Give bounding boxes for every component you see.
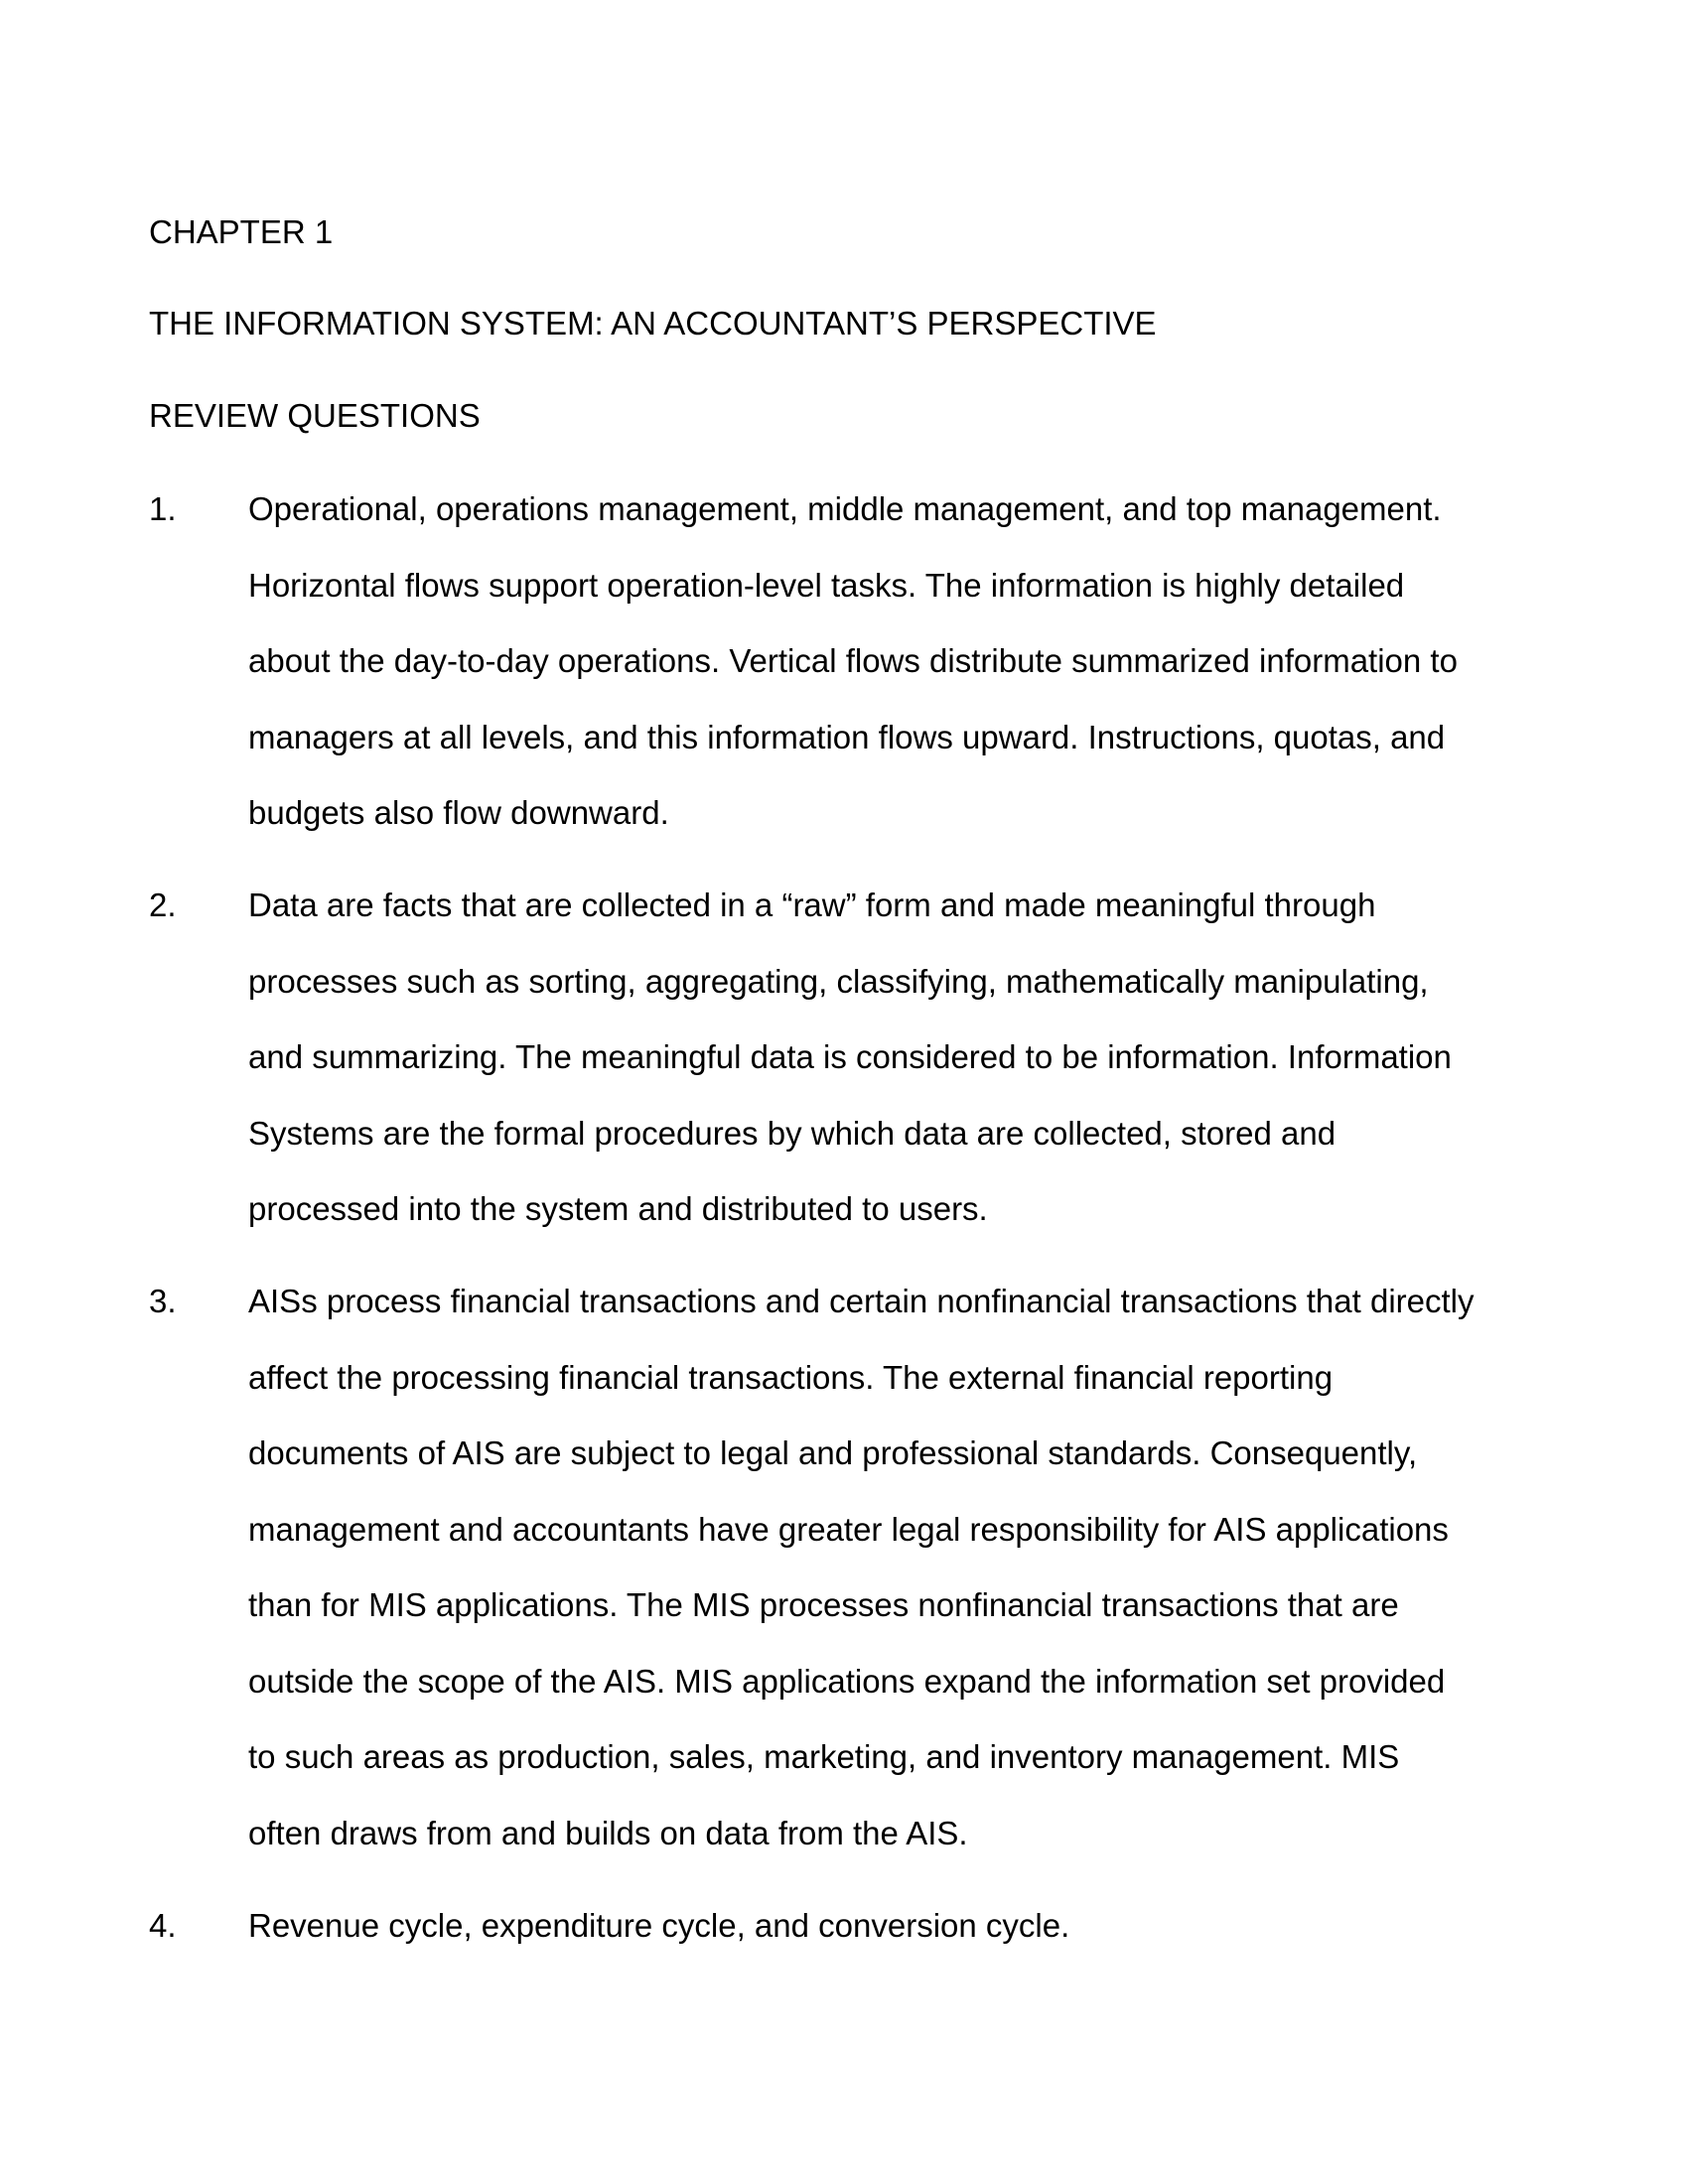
answer-line: and summarizing. The meaningful data is considered to be information. Information bbox=[248, 1038, 1452, 1075]
answer-line: AISs process financial transactions and certain nonfinancial transactions that directly bbox=[248, 1283, 1475, 1319]
answer-line: Data are facts that are collected in a “raw” form and made meaningful through bbox=[248, 887, 1376, 923]
answer-line: documents of AIS are subject to legal and professional standards. Consequently, bbox=[248, 1434, 1418, 1471]
question-number: 2. bbox=[149, 887, 177, 923]
answer-line: managers at all levels, and this information flows upward. Instructions, quotas, and bbox=[248, 718, 1446, 755]
answer-line: processes such as sorting, aggregating, classifying, mathematically manipulating, bbox=[248, 962, 1429, 1000]
answer-line: than for MIS applications. The MIS processes nonfinancial transactions that are bbox=[248, 1586, 1399, 1623]
question-number: 1. bbox=[149, 490, 177, 527]
answer-line: to such areas as production, sales, marketing, and inventory management. MIS bbox=[248, 1738, 1400, 1775]
question-answer bbox=[248, 868, 1643, 1248]
answer-line: Horizontal flows support operation-level tasks. The information is highly detailed bbox=[248, 566, 1405, 604]
answer-line: management and accountants have greater legal responsibility for AIS applications bbox=[248, 1510, 1449, 1548]
answer-line: affect the processing financial transactions. The external financial reporting bbox=[248, 1358, 1334, 1396]
section-title: REVIEW QUESTIONS bbox=[149, 397, 481, 434]
answer-line: Operational, operations management, middle management, and top management. bbox=[248, 490, 1442, 527]
answer-line: Systems are the formal procedures by which data are collected, stored and bbox=[248, 1114, 1336, 1152]
question-answer bbox=[248, 472, 1643, 852]
chapter-label: CHAPTER 1 bbox=[149, 213, 334, 250]
question-answer bbox=[248, 1264, 1643, 1871]
question-number: 3. bbox=[149, 1283, 177, 1319]
answer-line: outside the scope of the AIS. MIS applications expand the information set provided bbox=[248, 1662, 1446, 1700]
answer-line: about the day-to-day operations. Vertical flows distribute summarized information to bbox=[248, 642, 1458, 679]
answer-line: Revenue cycle, expenditure cycle, and conversion cycle. bbox=[248, 1907, 1070, 1944]
answer-line: budgets also flow downward. bbox=[248, 794, 669, 831]
question-answer bbox=[248, 1888, 1643, 1965]
answer-line: processed into the system and distributed to users. bbox=[248, 1190, 988, 1227]
question-number: 4. bbox=[149, 1907, 177, 1944]
answer-line: often draws from and builds on data from the AIS. bbox=[248, 1814, 968, 1851]
chapter-title: THE INFORMATION SYSTEM: AN ACCOUNTANT’S PERSPECTIVE bbox=[149, 305, 1157, 341]
